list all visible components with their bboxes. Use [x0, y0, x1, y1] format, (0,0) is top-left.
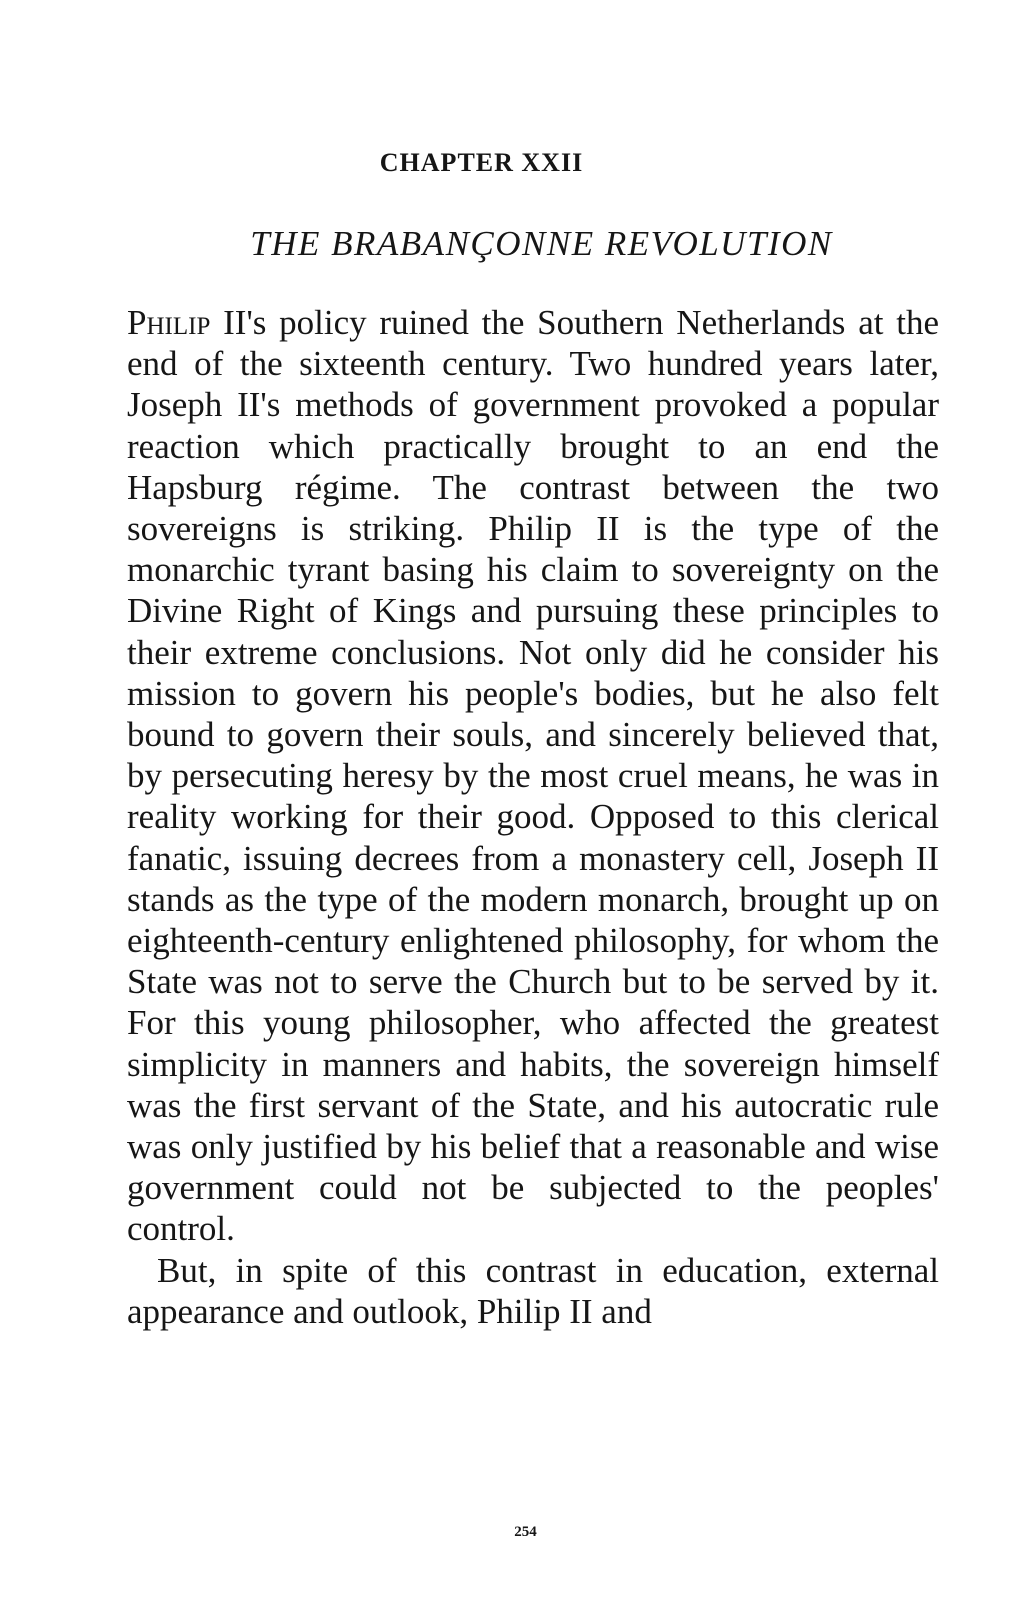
paragraph-1	[127, 302, 939, 1250]
chapter-title: THE BRABANÇONNE REVOLUTION	[250, 224, 833, 263]
page-number: 254	[514, 1524, 537, 1540]
chapter-label: CHAPTER XXII	[379, 148, 584, 177]
paragraph-1-text: II's policy ruined the Southern Netherlands at the end of the sixteenth century. Two hundred years later, Joseph II's methods of government provoked a popular reaction which practically brought to an end the Hapsburg régime. The contrast between the two sovereigns is striking. Philip II is the type of the monarchic tyrant basing his claim to sovereignty on the Divine Right of Kings and pursuing these principles to their extreme conclusions. Not only did he consider his mission to govern his people's bodies, but he also felt bound to govern their souls, and sincerely believed that, by persecuting heresy by the most cruel means, he was in reality working for their good. Opposed to this clerical fanatic, issuing decrees from a monastery cell, Joseph II stands as the type of the modern monarch, brought up on eighteenth-century enlightened philosophy, for whom the State was not to serve the Church but to be served by it. For this young philosopher, who affected the greatest simplicity in manners and habits, the sovereign himself was the first servant of the State, and his autocratic rule was only justified by his belief that a reasonable and wise government could not be subjected to the peoples' control.	[127, 303, 939, 1249]
body-text	[127, 302, 939, 1332]
paragraph-lead-word: Philip	[127, 303, 211, 342]
paragraph-2: But, in spite of this contrast in education, external appearance and outlook, Philip II and	[127, 1250, 939, 1331]
